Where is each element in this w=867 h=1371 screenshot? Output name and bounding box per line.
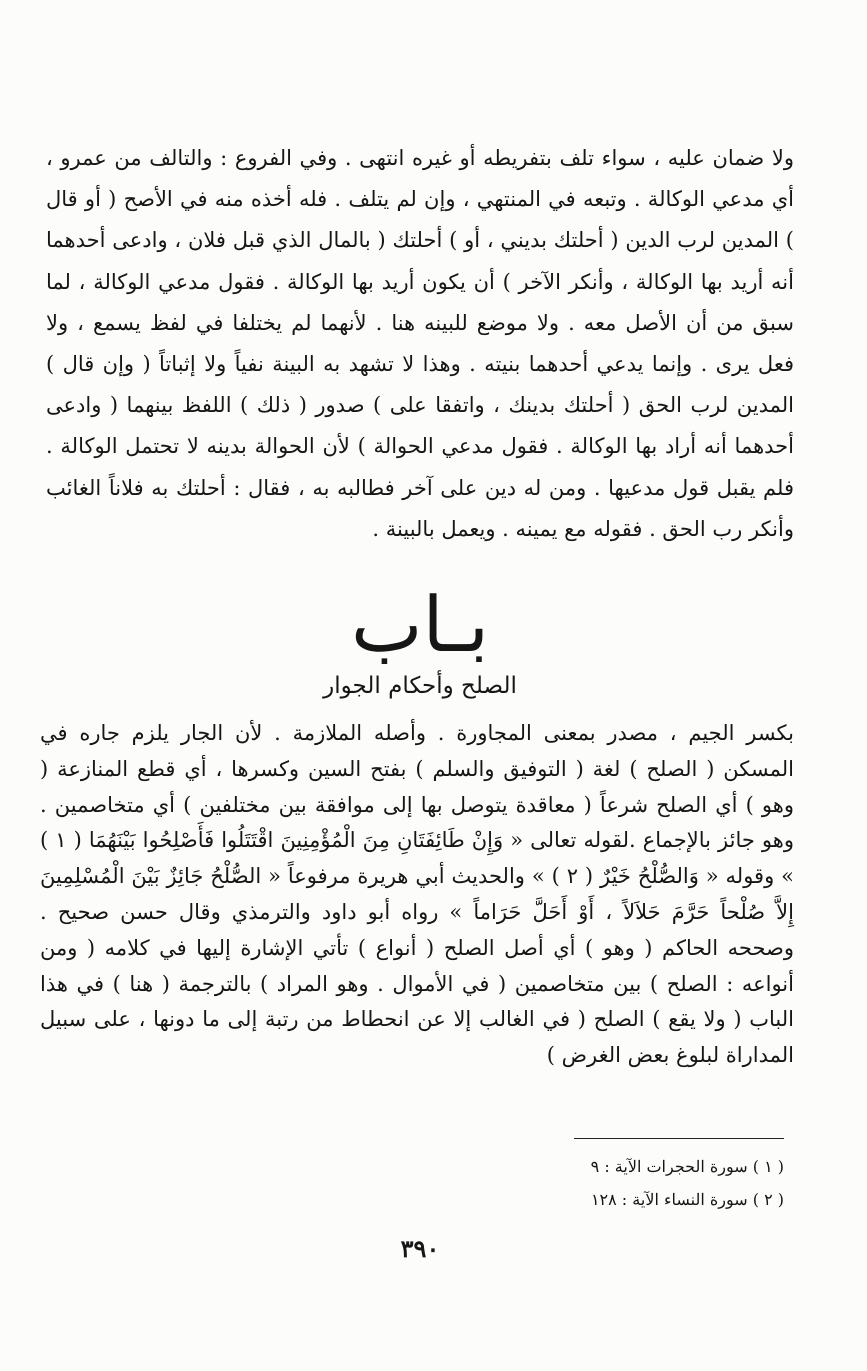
footnote-2: ( ٢ ) سورة النساء الآية : ١٢٨ [590, 1190, 784, 1209]
footnote-divider [574, 1138, 784, 1139]
body-paragraph-1: ولا ضمان عليه ، سواء تلف بتفريطه أو غيره انتهى . وفي الفروع : والتالف من عمرو ، أي مدعي الوكالة . وتبعه في المنتهي ، وإن لم يتلف . فله أخذه منه في الأصح ( أو قال ) المدين لرب الدين ( أحلتك بديني ، أو ) أحلتك ( بالمال الذي قبل فلان ، وادعى أحدهما أنه أريد بها الوكالة ، وأنكر الآخر ) أن يكون أريد بها الوكالة . فقول مدعي الوكالة ، لما سبق من أن الأصل معه . ولا موضع للبينه هنا . لأنهما لم يختلفا في لفظ يسمع ، ولا فعل يرى . وإنما يدعي أحدهما بنيته . وهذا لا تشهد به البينة نفياً ولا إثباتاً ( وإن قال ) المدين لرب الحق ( أحلتك بدينك ، واتفقا على ) صدور ( ذلك ) اللفظ بينهما ( وادعى أحدهما أنه أراد بها الوكالة . فقول مدعي الحوالة ) لأن الحوالة بدينه لا تحتمل الوكالة . فلم يقبل قول مدعيها . ومن له دين على آخر فطالبه به ، فقال : أحلتك به فلاناً الغائب وأنكر رب الحق . فقوله مع يمينه . ويعمل بالبينة . [46, 146, 794, 541]
footnote-1: ( ١ ) سورة الحجرات الآية : ٩ [590, 1157, 784, 1176]
body-paragraph-2: بكسر الجيم ، مصدر بمعنى المجاورة . وأصله الملازمة . لأن الجار يلزم جاره في المسكن ( الصلح ) لغة ( التوفيق والسلم ) بفتح السين وكسرها ، أي قطع المنازعة ( وهو ) أي الصلح شرعاً ( معاقدة يتوصل بها إلى موافقة بين مختلفين ) أي متخاصمين . وهو جائز بالإجماع .لقوله تعالى « وَإِنْ طَائِفَتَانِ مِنَ الْمُؤْمِنِينَ اقْتَتَلُوا فَأَصْلِحُوا بَيْنَهُمَا ( ١ ) » وقوله « وَالصُّلْحُ خَيْرٌ ( ٢ ) » والحديث أبي هريرة مرفوعاً « الصُّلْحُ جَائِزٌ بَيْنَ الْمُسْلِمِينَ إِلاَّ صُلْحاً حَرَّمَ حَلاَلاً ، أَوْ أَحَلَّ حَرَاماً » رواه أبو داود والترمذي وقال حسن صحيح . وصححه الحاكم ( وهو ) أي أصل الصلح ( أنواع ) تأتي الإشارة إليها في كلامه ( ومن أنواعه : الصلح ) بين متخاصمين ( في الأموال . وهو المراد ) بالترجمة ( هنا ) في هذا الباب ( ولا يقع ) الصلح ( في الغالب إلا عن انحطاط من رتبة إلى ما دونها ، على سبيل المداراة لبلوغ بعض الغرض ) [40, 721, 795, 1068]
chapter-subtitle: الصلح وأحكام الجوار [323, 673, 517, 699]
chapter-heading: بـاب [350, 580, 490, 669]
footnotes [420, 1150, 784, 1216]
page-number: ٣٩٠ [400, 1234, 440, 1263]
